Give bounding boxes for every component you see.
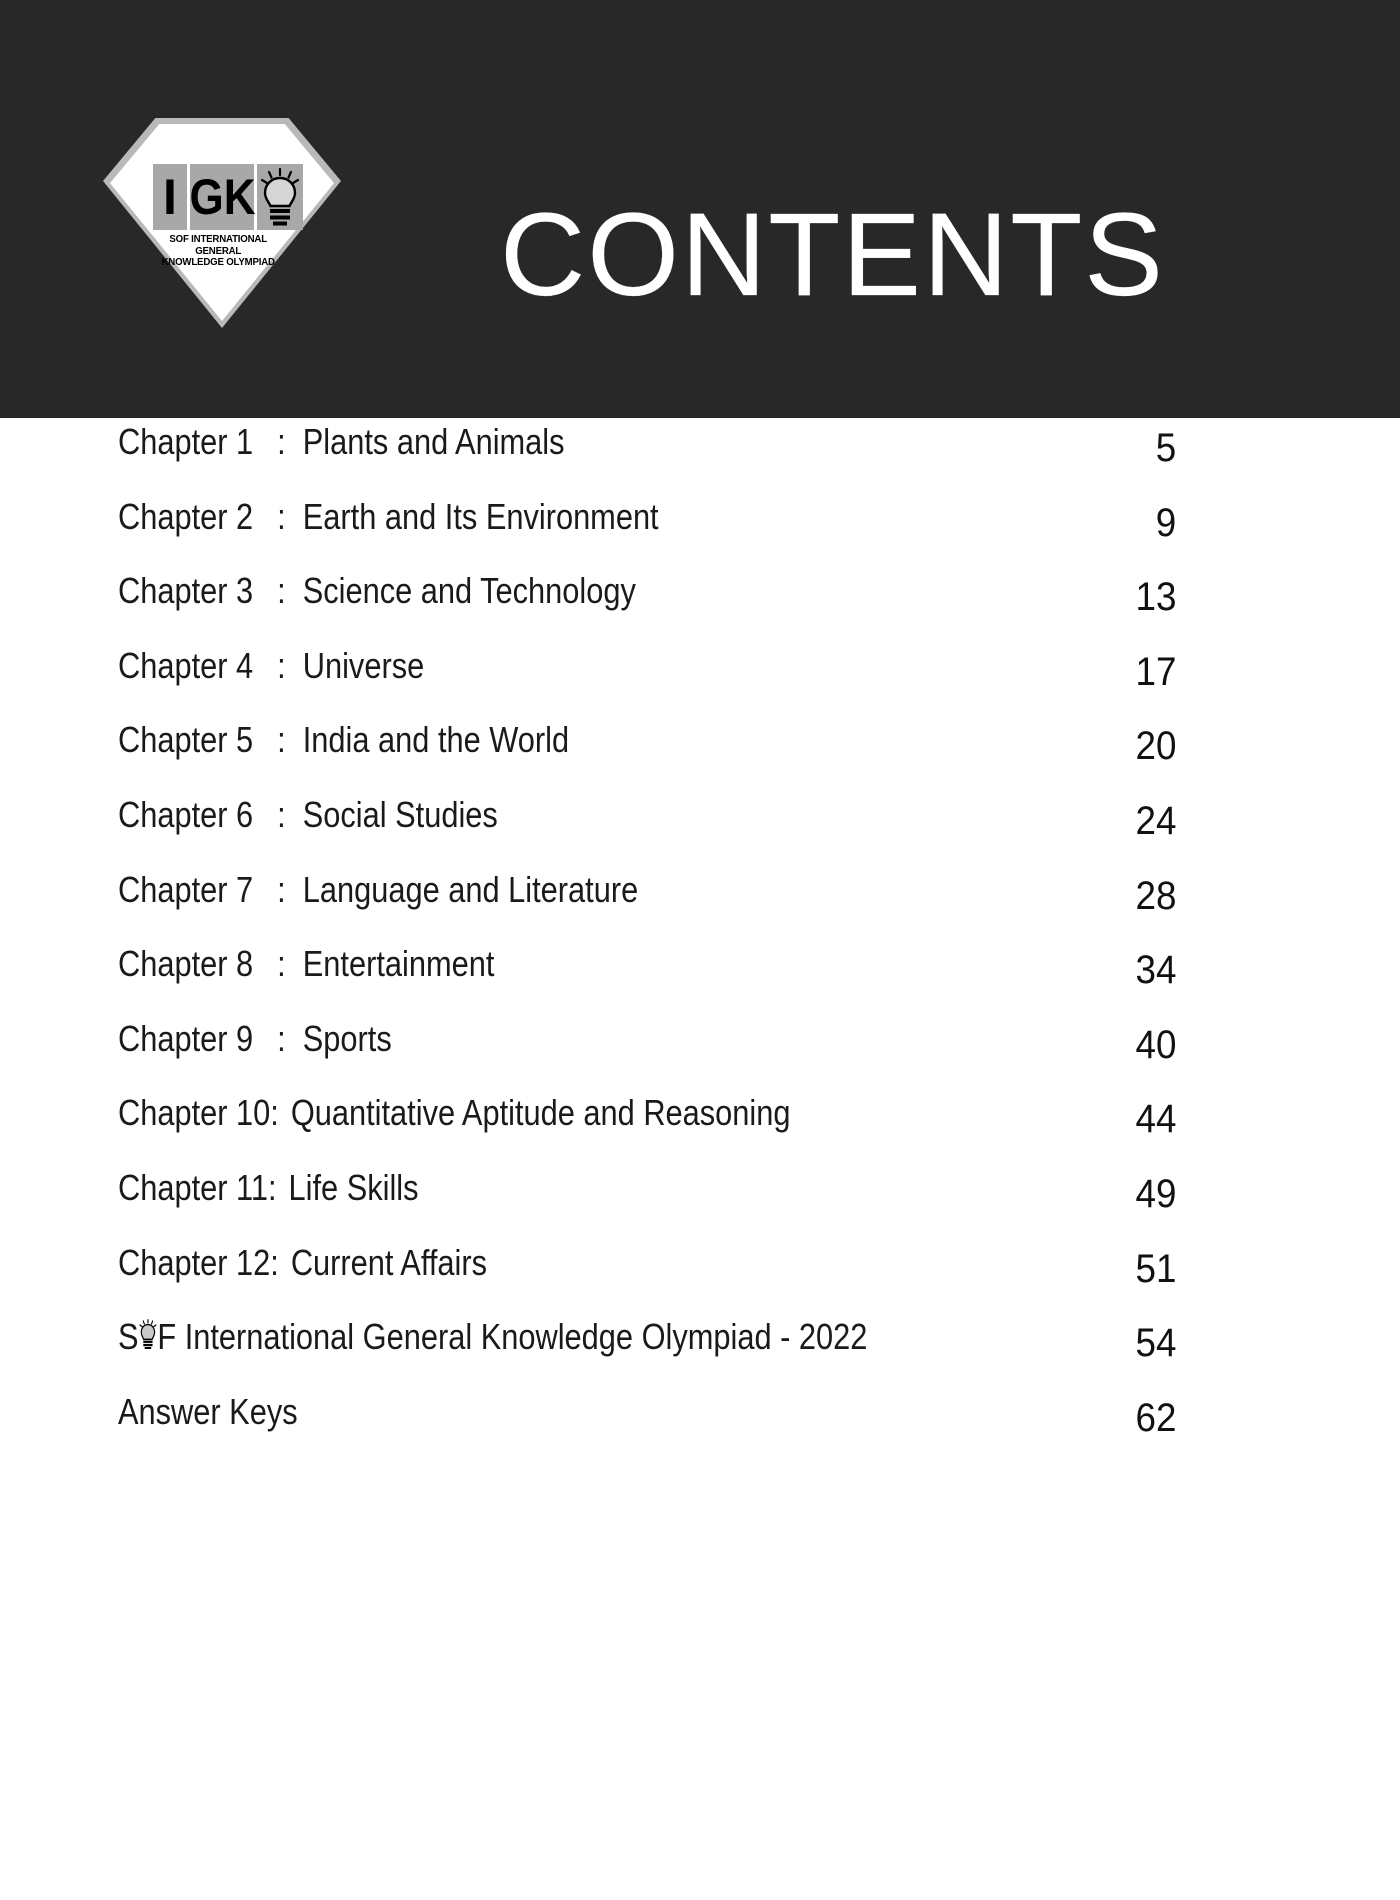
toc-entry-prefix: S — [118, 1316, 139, 1358]
toc-entry-label — [118, 497, 1118, 537]
toc-row[interactable] — [118, 870, 1288, 916]
lightbulb-icon — [139, 1319, 158, 1349]
toc-colon: : — [268, 1167, 277, 1208]
toc-chapter-title: Quantitative Aptitude and Reasoning — [290, 1092, 791, 1134]
toc-chapter-title: Earth and Its Environment — [302, 495, 659, 537]
toc-chapter-title: Current Affairs — [290, 1241, 487, 1283]
toc-entry-label — [118, 870, 1118, 910]
toc-page-number: 28 — [1135, 873, 1176, 918]
toc-entry-title: F International General Knowledge Olympiad - 2022 — [157, 1316, 868, 1358]
logo-letter-gk-text: GK — [189, 169, 255, 225]
toc-row[interactable] — [118, 1092, 1288, 1142]
page-header — [0, 0, 1400, 418]
toc-entry-label — [118, 944, 1118, 984]
toc-entry-label — [118, 1243, 1118, 1283]
toc-chapter-word: Chapter — [118, 868, 228, 910]
toc-chapter-word: Chapter — [118, 794, 228, 835]
toc-row[interactable] — [118, 1392, 1288, 1438]
toc-page-number: 51 — [1135, 1246, 1176, 1291]
logo-letter-gk — [190, 164, 254, 230]
toc-entry-label — [118, 720, 1118, 760]
toc-chapter-title: Plants and Animals — [302, 421, 565, 462]
toc-chapter-word: Chapter — [118, 421, 228, 462]
toc-entry-label — [118, 422, 1118, 462]
toc-page-number: 34 — [1135, 948, 1176, 993]
toc-chapter-title: Life Skills — [288, 1167, 419, 1208]
toc-page-number: 44 — [1135, 1097, 1176, 1142]
toc-page-number: 13 — [1135, 575, 1176, 620]
toc-row[interactable] — [118, 497, 1288, 543]
toc-colon: : — [277, 719, 286, 761]
toc-chapter-word: Chapter — [118, 570, 228, 612]
toc-chapter-word: Chapter — [118, 1092, 228, 1134]
toc-chapter-word: Chapter — [118, 495, 228, 537]
logo-subtitle-line-2: KNOWLEDGE OLYMPIAD — [161, 256, 275, 268]
toc-chapter-word: Chapter — [118, 1017, 228, 1059]
toc-page-number: 5 — [1155, 426, 1176, 470]
toc-page-number: 9 — [1155, 500, 1176, 545]
toc-chapter-word: Chapter — [118, 1167, 228, 1208]
toc-chapter-title: Universe — [302, 644, 425, 686]
toc-chapter-number: 6 — [236, 794, 254, 835]
toc-chapter-number: 2 — [236, 495, 254, 537]
toc-chapter-number: 9 — [236, 1017, 254, 1059]
toc-row[interactable] — [118, 1243, 1288, 1289]
logo-subtitle-line-1: SOF INTERNATIONAL GENERAL — [169, 233, 267, 257]
toc-colon: : — [277, 644, 286, 686]
toc-row[interactable] — [118, 1019, 1288, 1065]
toc-entry-label — [118, 571, 1118, 611]
toc-chapter-title: India and the World — [302, 719, 570, 761]
toc-page-number: 40 — [1135, 1022, 1176, 1067]
toc-colon: : — [270, 1241, 279, 1283]
toc-page-number: 17 — [1135, 649, 1176, 694]
logo-letter-boxes — [153, 164, 303, 230]
toc-page-number: 54 — [1135, 1321, 1176, 1366]
toc-chapter-word: Chapter — [118, 943, 228, 985]
toc-page-number: 49 — [1135, 1172, 1176, 1216]
toc-row[interactable] — [118, 719, 1288, 769]
toc-row[interactable] — [118, 570, 1288, 620]
toc-colon: : — [277, 1017, 286, 1059]
toc-chapter-number: 10 — [236, 1092, 271, 1134]
toc-colon: : — [270, 1092, 279, 1134]
toc-row[interactable] — [118, 646, 1288, 692]
toc-chapter-number: 4 — [236, 644, 254, 686]
toc-chapter-word: Chapter — [118, 644, 228, 686]
toc-chapter-title: Science and Technology — [302, 570, 636, 612]
toc-chapter-number: 12 — [236, 1241, 271, 1283]
toc-chapter-number: 5 — [236, 719, 254, 761]
toc-colon: : — [277, 421, 286, 462]
toc-chapter-number: 11 — [236, 1167, 269, 1208]
logo-content — [103, 118, 341, 328]
toc-chapter-title: Sports — [302, 1017, 392, 1059]
toc-chapter-number: 1 — [236, 421, 254, 462]
toc-entry-label — [118, 1392, 1118, 1432]
toc-chapter-number: 3 — [236, 570, 254, 612]
toc-page-number: 20 — [1135, 724, 1176, 769]
page-title: CONTENTS — [500, 189, 1165, 321]
toc-entry-label — [118, 1019, 1118, 1059]
toc-row[interactable] — [118, 795, 1288, 841]
toc-chapter-number: 7 — [236, 868, 254, 910]
toc-chapter-word: Chapter — [118, 719, 228, 761]
toc-page-number: 24 — [1135, 799, 1176, 843]
toc-entry-label — [118, 795, 1118, 835]
toc-entry-label — [118, 1168, 1118, 1208]
toc-chapter-number: 8 — [236, 943, 254, 985]
toc-page-number: 62 — [1135, 1395, 1176, 1440]
table-of-contents — [0, 418, 1400, 1900]
logo-lightbulb-icon — [257, 164, 303, 230]
toc-entry-label — [118, 1093, 1118, 1133]
toc-chapter-title: Language and Literature — [302, 868, 639, 910]
toc-chapter-title: Social Studies — [302, 794, 498, 835]
toc-chapter-word: Chapter — [118, 1241, 228, 1283]
toc-entry-title: Answer Keys — [118, 1390, 298, 1432]
toc-row[interactable] — [118, 422, 1288, 468]
lightbulb-icon — [260, 168, 300, 226]
toc-row[interactable] — [118, 943, 1288, 993]
toc-chapter-title: Entertainment — [302, 943, 495, 985]
toc-colon: : — [277, 794, 286, 835]
toc-row[interactable] — [118, 1168, 1288, 1214]
logo-subtitle — [151, 234, 285, 269]
toc-entry-label — [118, 646, 1118, 686]
toc-row[interactable] — [118, 1316, 1288, 1366]
toc-colon: : — [277, 495, 286, 537]
igko-logo — [103, 118, 341, 328]
toc-entry-label — [118, 1317, 1118, 1357]
toc-colon: : — [277, 570, 286, 612]
toc-colon: : — [277, 943, 286, 985]
toc-colon: : — [277, 868, 286, 910]
logo-letter-i: I — [153, 164, 187, 230]
